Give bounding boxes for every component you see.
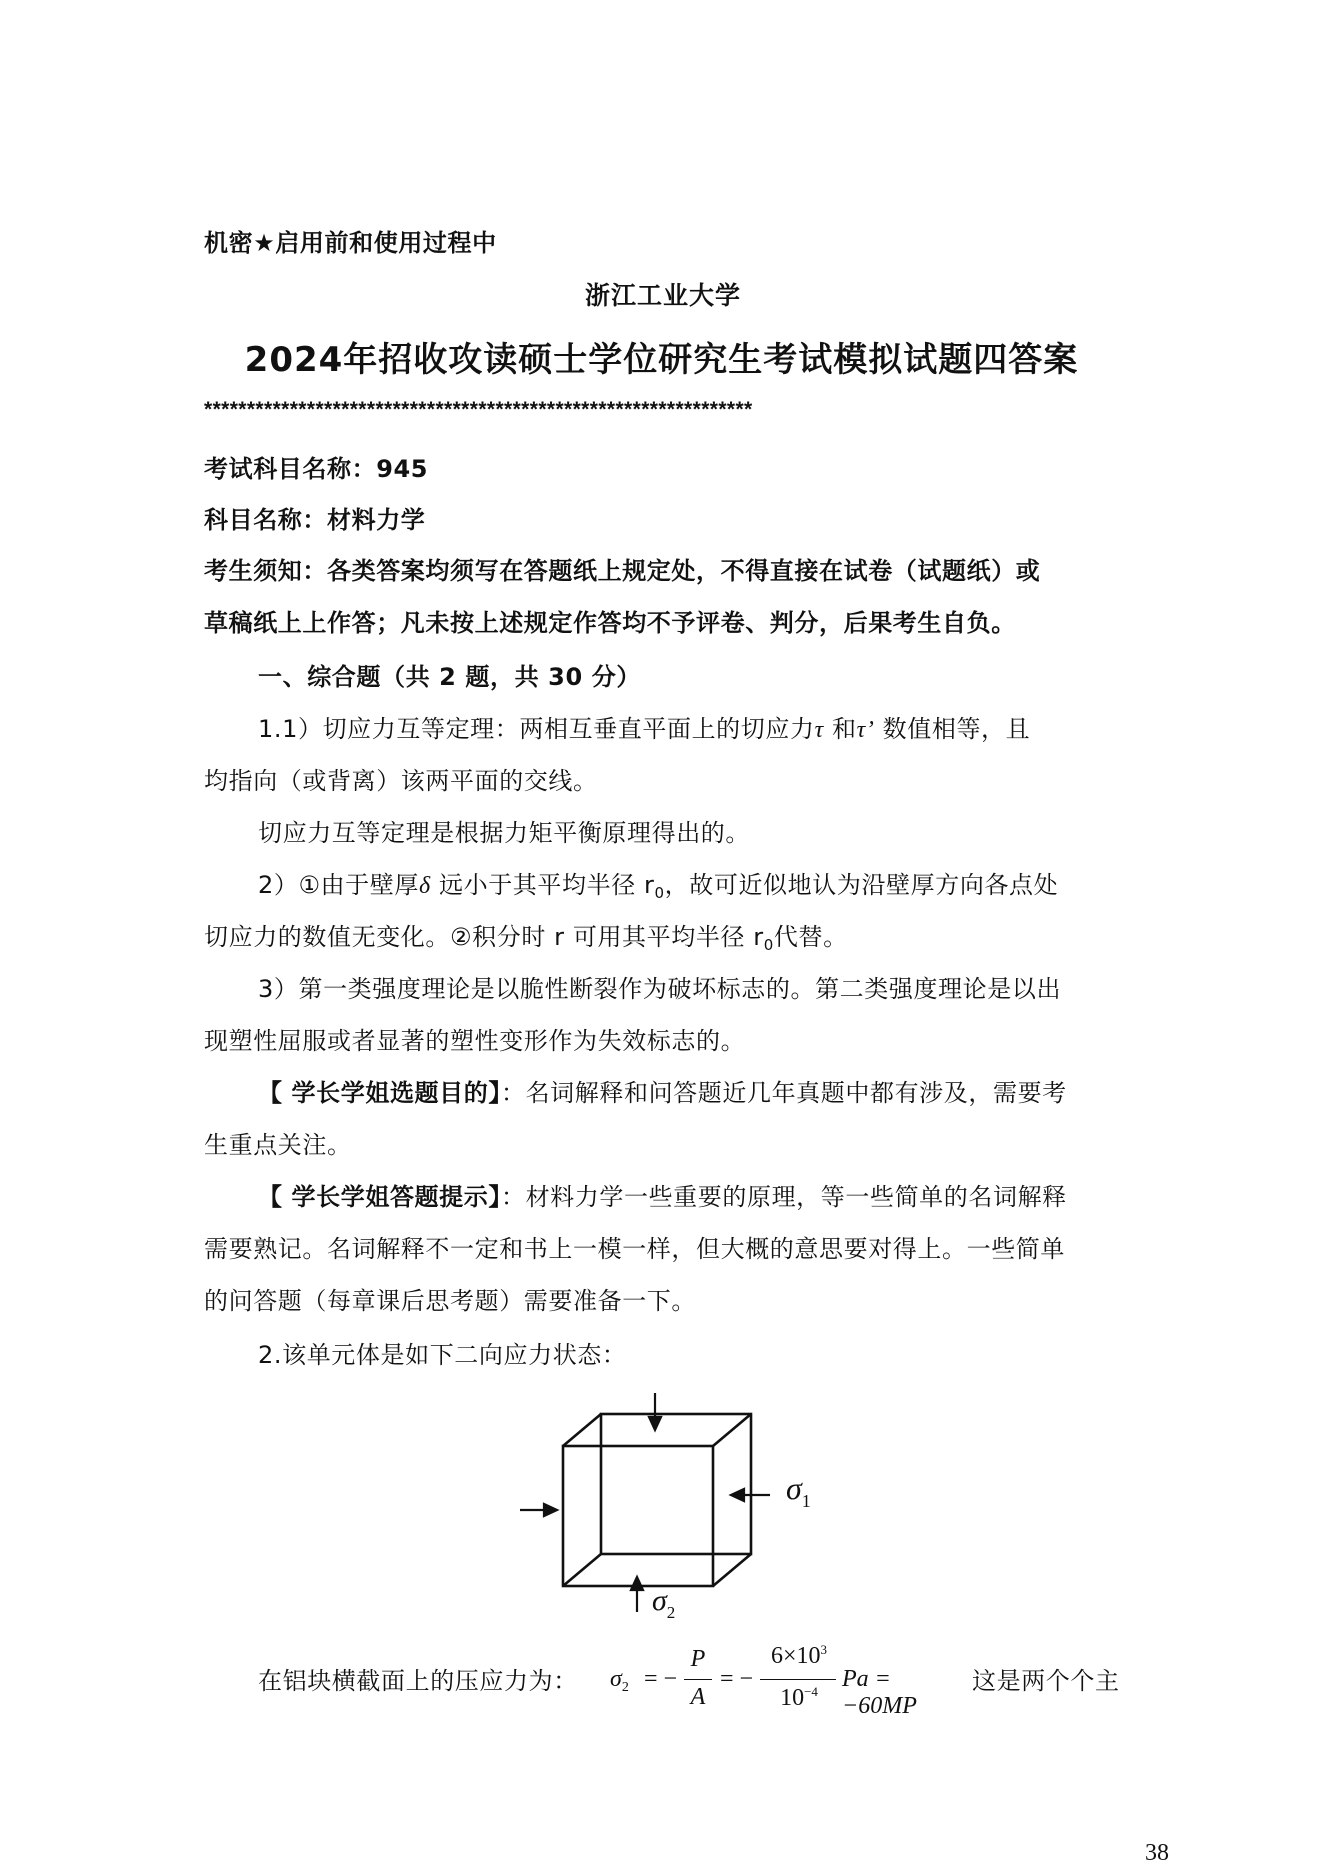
university-name: 浙江工业大学 — [585, 281, 742, 310]
q1-text: 1.1）切应力互等定理：两相互垂直平面上的切应力 — [258, 715, 815, 743]
formula-suffix: 这是两个个主 — [972, 1667, 1120, 1695]
sigma-symbol: σ — [786, 1470, 802, 1506]
page-title: 2024年招收攻读硕士学位研究生考试模拟试题四答案 — [244, 340, 1079, 380]
tip-label: 【 学长学姐选题目的】 — [258, 1079, 501, 1107]
subscript: 2 — [621, 1680, 629, 1695]
notice-line-2: 草稿纸上上作答；凡未按上述规定作答均不予评卷、判分，后果考生自负。 — [204, 609, 1016, 637]
tip-answer-line-3: 的问答题（每章课后思考题）需要准备一下。 — [204, 1287, 696, 1315]
exponent: 3 — [820, 1642, 828, 1657]
q1-text: 2）①由于壁厚 — [258, 871, 419, 899]
q1-paragraph-2: 切应力互等定理是根据力矩平衡原理得出的。 — [258, 819, 750, 847]
cube-drawing — [563, 1414, 751, 1586]
tip-text: ：材料力学一些重要的原理，等一些简单的名词解释 — [500, 1183, 1067, 1211]
sigma-symbol: σ — [652, 1584, 667, 1617]
tau-prime-symbol: τ’ — [856, 717, 875, 743]
subscript: 0 — [763, 936, 774, 954]
delta-symbol: δ — [419, 873, 431, 899]
q1-text: 远小于其平均半径 r — [430, 871, 655, 899]
tip-purpose-line-2: 生重点关注。 — [204, 1131, 352, 1159]
cube-edge — [713, 1554, 751, 1586]
subscript: 0 — [654, 884, 665, 902]
q1-text: 代替。 — [773, 923, 848, 951]
formula-denominator: A — [690, 1684, 706, 1710]
exponent: −4 — [804, 1684, 818, 1699]
tau-symbol: τ — [814, 717, 824, 743]
subscript: 2 — [666, 1603, 676, 1622]
q2-intro: 2.该单元体是如下二向应力状态： — [258, 1341, 627, 1369]
formula-text: 10 — [780, 1685, 805, 1711]
cube-back-face — [601, 1414, 751, 1554]
sigma1-label — [786, 1470, 811, 1512]
sigma2-label — [652, 1584, 675, 1623]
tip-label: 【 学长学姐答题提示】 — [258, 1183, 501, 1211]
bottom-arrowhead-icon — [631, 1577, 643, 1590]
notice-line-1: 考生须知：各类答案均须写在答题纸上规定处，不得直接在试卷（试题纸）或 — [204, 557, 1041, 585]
sigma-symbol: σ — [610, 1666, 622, 1692]
formula-numerator: P — [690, 1646, 706, 1672]
q1-paragraph-4: 3）第一类强度理论是以脆性断裂作为破坏标志的。第二类强度理论是以出 — [258, 975, 1062, 1003]
formula-lhs — [610, 1666, 629, 1696]
section-heading: 一、综合题（共 2 题，共 30 分） — [258, 663, 641, 691]
cube-edge — [563, 1554, 601, 1586]
q1-text: 数值相等，且 — [874, 715, 1031, 743]
formula-equals: = − — [720, 1666, 754, 1692]
cube-edge — [713, 1414, 751, 1446]
separator-line: **************************************************************** — [204, 398, 753, 421]
left-arrowhead-icon — [544, 1504, 557, 1516]
stress-formula — [610, 1642, 970, 1719]
fraction-bar — [684, 1679, 712, 1680]
formula-denominator — [762, 1684, 836, 1712]
tip-text: ：名词解释和问答题近几年真题中都有涉及，需要考 — [500, 1079, 1067, 1107]
tip-answer — [258, 1182, 1067, 1212]
tip-purpose — [258, 1078, 1067, 1108]
formula-result: Pa = −60MP — [842, 1666, 917, 1719]
fraction-bar — [760, 1679, 836, 1680]
q1-text: ，故可近似地认为沿壁厚方向各点处 — [664, 871, 1059, 899]
exam-code: 考试科目名称：945 — [204, 455, 429, 483]
confidential-note: 机密★启用前和使用过程中 — [204, 229, 497, 257]
top-arrowhead-icon — [649, 1417, 661, 1430]
subscript: 1 — [801, 1491, 811, 1511]
cube-edge — [563, 1414, 601, 1446]
subject-name: 科目名称：材料力学 — [204, 506, 426, 534]
formula-prefix: 在铝块横截面上的压应力为： — [258, 1667, 578, 1695]
q1-paragraph-3-line-2 — [204, 922, 848, 960]
q1-paragraph-1-line-2: 均指向（或背离）该两平面的交线。 — [204, 767, 598, 795]
q1-text: 和 — [823, 715, 857, 743]
formula-numerator — [762, 1642, 836, 1670]
force-arrows — [520, 1393, 770, 1612]
cube-front-face — [563, 1446, 713, 1586]
q1-paragraph-1 — [258, 714, 1030, 745]
q1-paragraph-4-line-2: 现塑性屈服或者显著的塑性变形作为失效标志的。 — [204, 1027, 746, 1055]
right-arrowhead-icon — [731, 1489, 744, 1501]
tip-answer-line-2: 需要熟记。名词解释不一定和书上一模一样，但大概的意思要对得上。一些简单 — [204, 1235, 1065, 1263]
q1-text: 切应力的数值无变化。②积分时 r 可用其平均半径 r — [204, 923, 764, 951]
page-number: 38 — [1145, 1840, 1169, 1866]
q1-paragraph-3 — [258, 870, 1058, 908]
formula-text: 6×10 — [770, 1643, 821, 1669]
formula-equals: = − — [644, 1666, 678, 1692]
